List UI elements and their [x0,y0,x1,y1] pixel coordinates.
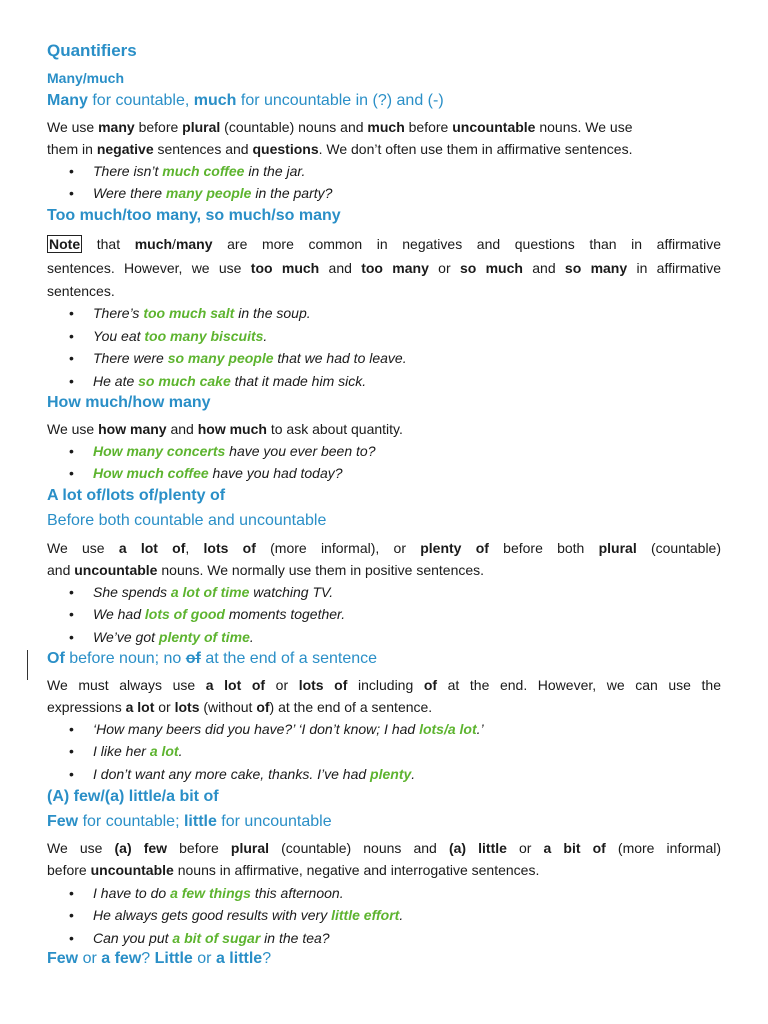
list-item: • She spends a lot of time watching TV. [70,581,333,603]
paragraph: expressions a lot or lots (without of) at the end of a sentence. [47,699,433,715]
section-few-little-subheading: Few for countable; little for uncountable [47,813,332,830]
list-item: • ‘How many beers did you have?’ ‘I don’t know; I had lots/a lot.’ [70,718,484,740]
section-few-little-heading: (A) few/(a) little/a bit of [47,788,219,805]
section-of-heading: Of before noun; no of at the end of a sentence [47,650,378,667]
list-item: • You eat too many biscuits. [70,325,267,347]
paragraph: and uncountable nouns. We normally use them in positive sentences. [47,562,485,578]
paragraph: sentences. However, we use too much and too many or so much and so many in affirmative [47,260,721,276]
list-item: • We had lots of good moments together. [70,603,345,625]
section-a-lot-of-heading: A lot of/lots of/plenty of [47,487,226,504]
paragraph: We use (a) few before plural (countable) nouns and (a) little or a bit of (more informal) [47,840,722,856]
list-item: • There isn’t much coffee in the jar. [70,160,305,182]
list-item: • How much coffee have you had today? [70,462,343,484]
list-item: • I don’t want any more cake, thanks. I’ve had plenty. [70,763,415,785]
section-a-lot-of-subheading: Before both countable and uncountable [47,512,327,529]
paragraph: We use a lot of, lots of (more informal), or plenty of before both plural (countable) [47,540,722,556]
paragraph: We use how many and how much to ask about quantity. [47,421,403,437]
section-many-much-heading: Many/much [47,70,125,86]
list-item: • How many concerts have you ever been to? [70,440,376,462]
paragraph: before uncountable nouns in affirmative, negative and interrogative sentences. [47,862,540,878]
section-few-or-a-few-heading: Few or a few? Little or a little? [47,950,272,967]
list-item: • Were there many people in the party? [70,182,332,204]
paragraph: We use many before plural (countable) nouns and much before uncountable nouns. We use them in negative sentences and questions. We don’t often use them in affirmative sentences. [47,119,633,157]
section-how-much-heading: How much/how many [47,394,211,411]
section-too-much-heading: Too much/too many, so much/so many [47,207,341,224]
list-item: • He always gets good results with very little effort. [70,904,403,926]
list-item: • I have to do a few things this afternoon. [70,882,344,904]
list-item: • There’s too much salt in the soup. [70,302,311,324]
paragraph: Note that much/many are more common in negatives and questions than in affirmative [49,236,721,252]
list-item: • We’ve got plenty of time. [70,626,254,648]
list-item: • I like her a lot. [70,740,182,762]
paragraph: We must always use a lot of or lots of including of at the end. However, we can use the [47,677,721,693]
section-many-much-subheading: Many for countable, much for uncountable in (?) and (-) [47,92,444,109]
list-item: • Can you put a bit of sugar in the tea? [70,927,330,949]
list-item: • There were so many people that we had to leave. [70,347,407,369]
text-cursor [27,650,28,680]
list-item: • He ate so much cake that it made him sick. [70,370,366,392]
page-title: Quantifiers [47,41,137,60]
paragraph: sentences. [47,283,115,299]
